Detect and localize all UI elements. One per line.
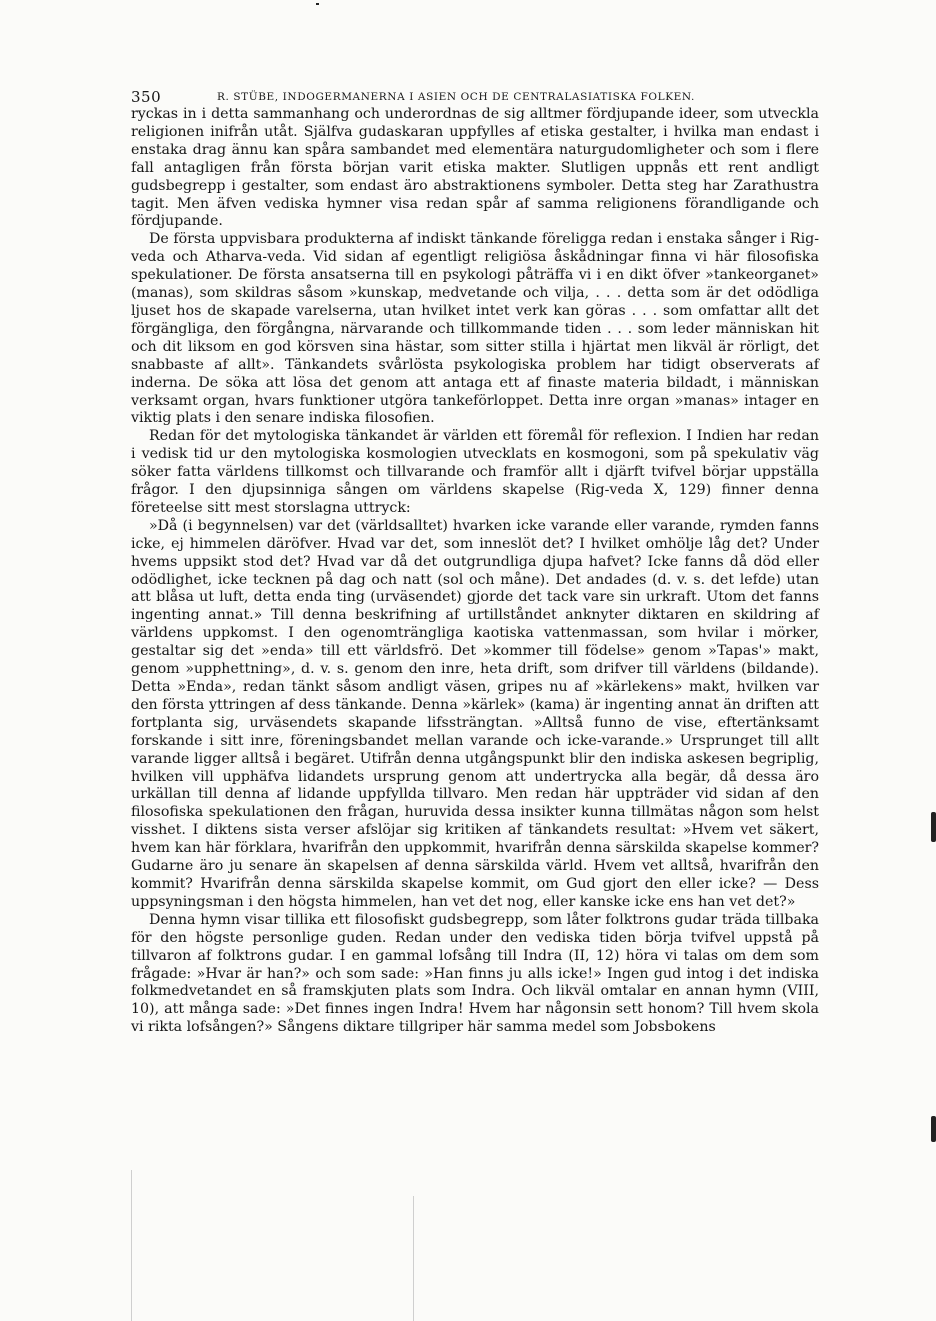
paragraph-4: »Då (i begynnelsen) var det (världsalltet) hvarken icke varande eller varande, rymden fanns icke, ej himmelen däröfver. Hvad var det, som inneslöt det? I hvilket omhölje låg det? Under hvems uppsikt stod det? Hvad var då det outgrundliga djupa hafvet? Icke fanns då död eller odödlighet, icke tecknen på dag och natt (sol och måne). Det andades (d. v. s. det lefde) utan att blåsa ut luft, detta enda ting (urväsendet) gjorde det tack vare sin urkraft. Utom det fanns ingenting annat.» Till denna beskrifning af urtillståndet anknyter diktaren en skildring af världens uppkomst. I den ogenomträngliga kaotiska vattenmassan, som hvilar i mörker, gestaltar sig det »enda» till ett världsfrö. Det »kommer till födelse» genom »Tapas'» makt, genom »upphettning», d. v. s. genom den inre, heta drift, som drifver till världens (bildande). Detta »Enda», redan tänkt såsom andligt väsen, gripes nu af »kärlekens» makt, hvilken var den första yttringen af dess tänkande. Denna »kärlek» (kama) är ingenting annat än driften att fortplanta sig, urväsendets skapande lifssträngtan. »Alltså funno de vise, eftertänksamt forskande i sitt inre, föreningsbandet mellan varande och icke-varande.» Ursprunget till allt varande ligger alltså i begäret. Utifrån denna utgångspunkt blir den indiska askesen begriplig, hvilken vill upphäfva lidandets ursprung genom att undertrycka alla begär, då dessa äro urkällan till denna af lidande uppfyllda tillvaro. Men redan här uppträder vid sidan af den filosofiska spekulationen den frågan, huruvida dessa insikter kunna tillmätas någon som helst visshet. I diktens sista verser afslöjar sig kritiken af tänkandets resultat: »Hvem vet säkert, hvem kan här förklara, hvarifrån den uppkommit, hvarifrån denna särskilda skapelse kommer? Gudarne äro ju senare än skapelsen af denna särskilda värld. Hvem vet alltså, hvarifrån den kommit? Hvarifrån denna särskilda skapelse kommit, om Gud gjort den eller icke? — Dess uppsyningsman i den högsta himmelen, han vet det nog, eller kanske icke ens han vet det?» — [131, 517, 819, 910]
scan-edge-mark-right-2 — [931, 1116, 936, 1142]
paragraph-5: Denna hymn visar tillika ett filosofiskt gudsbegrepp, som låter folktrons gudar träda tillbaka för den högste personlige guden. Redan under den vediska tiden börja tvifvel uppstå på tillvaron af folktrons gudar. I en gammal lofsång till Indra (II, 12) höra vi talas om dem som frågade: »Hvar är han?» och som sade: »Han finns ju alls icke!» Ingen gud intog i det indiska folkmedvetandet en så framskjuten plats som Indra. Och likväl omtalar en annan hymn (VIII, 10), att många sade: »Det finnes ingen Indra! Hvem har någonsin sett honom? Till hvem skola vi rikta lofsången?» Sångens diktare tillgriper här samma medel som Jobsbokens — [131, 911, 819, 1036]
page-header — [131, 84, 819, 106]
page — [131, 84, 819, 1037]
scan-edge-mark-top — [316, 3, 319, 5]
scan-edge-mark-right-1 — [931, 812, 936, 842]
running-head: R. STÜBE, INDOGERMANERNA I ASIEN OCH DE CENTRALASIATISKA FOLKEN. — [217, 91, 695, 103]
paragraph-1: ryckas in i detta sammanhang och underordnas de sig alltmer fördjupande ideer, som utveckla religionen inifrån utåt. Själfva gudaskaran uppfylles af etiska gestalter, i hvilka man endast i enstaka drag ännu kan spåra sambandet med elementära naturgudomligheter och som i flere fall antagligen från första början varit etiska makter. Slutligen uppnås ett rent andligt gudsbegrepp i gestalter, som endast äro abstraktionens symboler. Detta steg har Zarathustra tagit. Men äfven vediska hymner visa redan spår af samma religionens förandligande och fördjupande. — [131, 106, 819, 230]
scan-fold-line-left — [131, 1170, 132, 1321]
scan-fold-line-center — [413, 1196, 414, 1321]
paragraph-3: Redan för det mytologiska tänkandet är världen ett föremål för reflexion. I Indien har redan i vedisk tid ur den mytologiska kosmologien utvecklats en kosmogoni, som på spekulativ väg söker fatta världens tillkomst och tillvarande och framför allt i djärft tvifvel börjar uppställa frågor. I den djupsinniga sången om världens skapelse (Rig-veda X, 129) finner denna företeelse sitt mest storslagna uttryck: — [131, 428, 819, 516]
body-text — [131, 106, 819, 1037]
page-number: 350 — [131, 88, 162, 106]
paragraph-2: De första uppvisbara produkterna af indiskt tänkande föreligga redan i enstaka sånger i Rig-veda och Atharva-veda. Vid sidan af egentligt religiösa åskådningar finna vi här filosofiska spekulationer. De första ansatserna till en psykologi påträffa vi i en dikt öfver »tankeorganet» (manas), som skildras såsom »kunskap, medvetande och vilja, . . . detta som är det odödliga ljuset hos de skapade varelserna, utan hvilket intet verk kan göras . . . som omfattar allt det förgängliga, den förgångna, närvarande och tillkommande tiden . . . som leder människan hit och dit liksom en god körsven sina hästar, som sitter stilla i hjärtat men likväl är rörligt, det snabbaste af allt». Tänkandets svårlösta psykologiska problem har tidigt observerats af inderna. De söka att lösa det genom att antaga ett af finaste materia bildadt, i människan verksamt organ, hvars funktioner utgöra tankeförloppet. Detta inre organ »manas» intager en viktig plats i den senare indiska filosofien. — [131, 231, 819, 427]
